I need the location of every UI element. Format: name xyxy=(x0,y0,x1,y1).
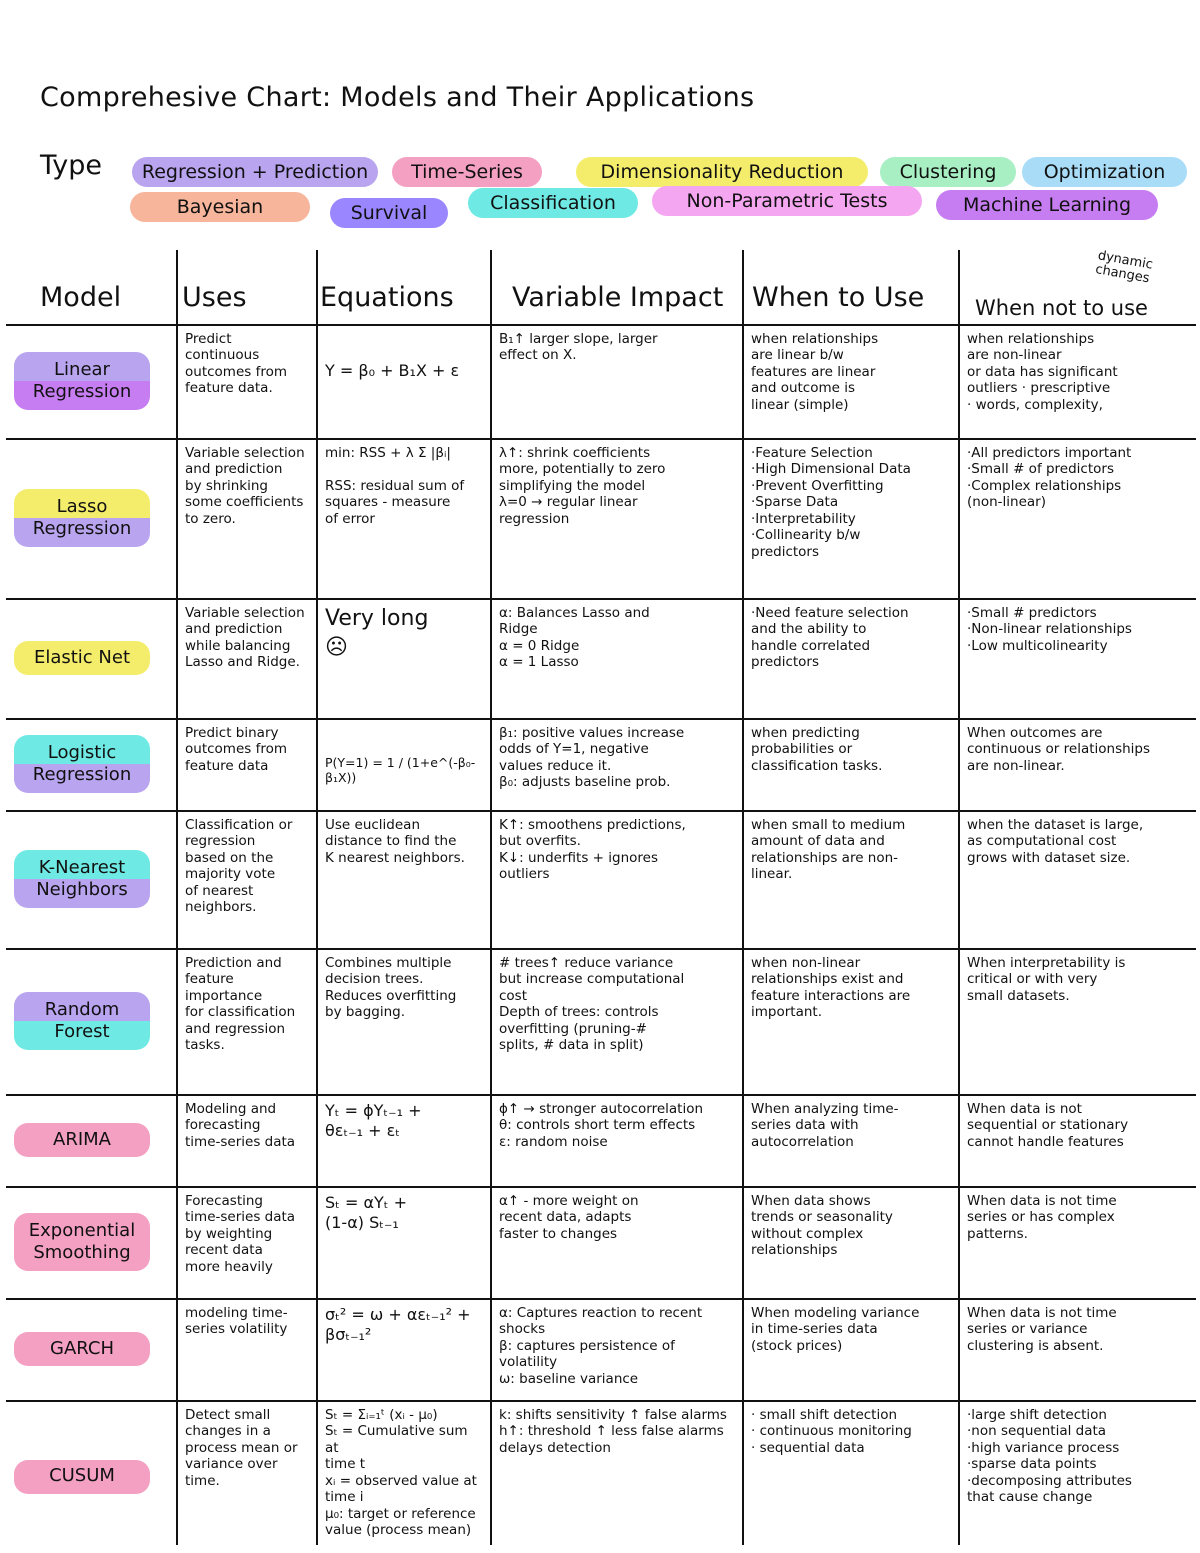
model-name-line: Random xyxy=(44,998,120,1020)
model-name-tag xyxy=(14,1332,150,1366)
cell-line: Y = β₀ + B₁X + ε xyxy=(325,361,460,380)
model-name-tag xyxy=(14,850,150,908)
cell-line: ε: random noise xyxy=(499,1133,608,1150)
cell-line: Reduces overfitting xyxy=(325,987,457,1004)
cell-line: more heavily xyxy=(185,1258,273,1275)
model-name-line: Forest xyxy=(54,1021,110,1042)
cell-line: Yₜ = ϕYₜ₋₁ + xyxy=(325,1101,422,1120)
cell-line: Forecasting xyxy=(185,1193,264,1209)
cell-line: Predict binary xyxy=(185,725,279,741)
row-divider xyxy=(6,948,1196,950)
cell-when-not-to-use xyxy=(961,601,1198,716)
cell-line: critical or with very xyxy=(967,971,1098,988)
cell-line: α: Balances Lasso and xyxy=(499,605,650,621)
cell-when-not-to-use xyxy=(961,1403,1198,1551)
row-divider xyxy=(6,1186,1196,1188)
cell-line: time-series data xyxy=(185,1209,296,1226)
cell-line: are non-linear xyxy=(967,347,1062,364)
cell-line: and the ability to xyxy=(751,621,867,638)
cell-line: Very long xyxy=(325,606,429,631)
header-when-to-use: When to Use xyxy=(752,282,925,313)
cell-line: effect on X. xyxy=(499,347,577,364)
cell-variable-impact xyxy=(493,441,740,596)
cell-line: but overfits. xyxy=(499,833,581,850)
column-divider xyxy=(176,250,178,1545)
cell-line: outcomes from xyxy=(185,741,287,758)
cell-uses xyxy=(179,951,314,1092)
legend-non-parametric-tests: Non-Parametric Tests xyxy=(652,186,922,216)
header-equations: Equations xyxy=(320,282,454,313)
cell-line: When data is not time xyxy=(967,1193,1117,1209)
row-divider xyxy=(6,718,1196,720)
cell-line: recent data xyxy=(185,1242,263,1259)
cell-line: θεₜ₋₁ + εₜ xyxy=(325,1120,400,1140)
cell-line: majority vote xyxy=(185,866,276,883)
cell-line: value (process mean) xyxy=(325,1522,472,1539)
cell-line: outcomes from xyxy=(185,363,287,380)
cell-line: ·Small # predictors xyxy=(967,605,1097,621)
cell-line: squares - measure xyxy=(325,494,451,511)
cell-line: important. xyxy=(751,1004,822,1021)
cell-when-to-use xyxy=(745,813,956,946)
cell-uses xyxy=(179,1403,314,1551)
cell-line: ϕ↑ → stronger autocorrelation xyxy=(499,1101,704,1117)
cell-line: · words, complexity, xyxy=(967,396,1103,413)
model-name-line: GARCH xyxy=(50,1337,114,1359)
cell-line: ·All predictors important xyxy=(967,445,1132,461)
model-name-tag xyxy=(14,352,150,410)
cell-line: feature data. xyxy=(185,380,273,397)
cell-line: h↑: threshold ↑ less false alarms xyxy=(499,1423,724,1440)
cell-line: · continuous monitoring xyxy=(751,1423,912,1440)
cell-line xyxy=(325,461,482,477)
row-divider xyxy=(6,598,1196,600)
cell-line: α = 1 Lasso xyxy=(499,654,579,671)
legend-optimization: Optimization xyxy=(1022,157,1187,187)
cell-line: modeling time- xyxy=(185,1305,288,1321)
cell-line: overfitting (pruning-# xyxy=(499,1020,647,1037)
cell-uses xyxy=(179,1097,314,1184)
header-variable-impact: Variable Impact xyxy=(512,282,724,313)
cell-line: Predict xyxy=(185,331,232,347)
cell-line: · small shift detection xyxy=(751,1407,898,1423)
header-model: Model xyxy=(40,282,122,313)
cell-line: more, potentially to zero xyxy=(499,461,666,478)
cell-when-to-use xyxy=(745,951,956,1092)
cell-line: xᵢ = observed value at xyxy=(325,1472,477,1489)
cell-line: ·high variance process xyxy=(967,1439,1120,1456)
cell-line: ·Low multicolinearity xyxy=(967,637,1108,654)
cell-when-not-to-use xyxy=(961,1189,1198,1296)
model-name-line: Smoothing xyxy=(33,1242,131,1263)
cell-line: feature interactions are xyxy=(751,987,911,1004)
cell-line: K nearest neighbors. xyxy=(325,849,465,866)
cell-line: (1-α) Sₜ₋₁ xyxy=(325,1212,399,1232)
cell-variable-impact xyxy=(493,1097,740,1184)
column-divider xyxy=(958,250,960,1545)
cell-line: process mean or xyxy=(185,1439,298,1456)
cell-when-to-use xyxy=(745,721,956,808)
cell-line: when non-linear xyxy=(751,955,861,971)
cell-line: ·Small # of predictors xyxy=(967,461,1114,478)
cell-line: ☹ xyxy=(325,634,348,660)
legend-clustering: Clustering xyxy=(880,157,1016,187)
legend-survival: Survival xyxy=(330,198,448,228)
cell-line: relationships exist and xyxy=(751,971,904,988)
header-note: dynamic changes xyxy=(1094,248,1154,287)
cell-line: clustering is absent. xyxy=(967,1337,1104,1354)
cell-line: (non-linear) xyxy=(967,494,1046,511)
cell-line: grows with dataset size. xyxy=(967,849,1131,866)
cell-line: · sequential data xyxy=(751,1439,865,1456)
cell-line: features are linear xyxy=(751,363,876,380)
cell-line: shocks xyxy=(499,1321,546,1338)
model-name-line: Logistic xyxy=(47,741,117,763)
cell-when-not-to-use xyxy=(961,813,1198,946)
cell-line: trends or seasonality xyxy=(751,1209,893,1226)
cell-equations xyxy=(319,327,488,436)
cell-line: When interpretability is xyxy=(967,955,1126,971)
cell-line: time i xyxy=(325,1489,364,1506)
model-name-tag xyxy=(14,1460,150,1494)
cell-line: that cause change xyxy=(967,1489,1093,1506)
cell-line: and prediction xyxy=(185,461,283,478)
cell-line: K↑: smoothens predictions, xyxy=(499,817,686,833)
cell-line: Detect small xyxy=(185,1407,271,1423)
cell-line: tasks. xyxy=(185,1037,225,1054)
cell-line: regression xyxy=(499,510,570,527)
cell-equations xyxy=(319,1403,488,1551)
cell-line: and regression xyxy=(185,1020,286,1037)
model-name-tag xyxy=(14,1123,150,1157)
cell-line: When modeling variance xyxy=(751,1305,920,1321)
cell-variable-impact xyxy=(493,951,740,1092)
legend-machine-learning: Machine Learning xyxy=(936,190,1158,220)
cell-line: ·large shift detection xyxy=(967,1407,1107,1423)
cell-when-to-use xyxy=(745,1403,956,1551)
model-name-line: K-Nearest xyxy=(38,856,126,878)
cell-line: ω: baseline variance xyxy=(499,1370,639,1387)
cell-line: simplifying the model xyxy=(499,477,646,494)
cell-equations xyxy=(319,1301,488,1398)
model-name-tag xyxy=(14,489,150,547)
cell-equations xyxy=(319,601,488,716)
cell-line: series or has complex xyxy=(967,1209,1115,1226)
cell-line: by shrinking xyxy=(185,477,268,494)
cell-when-to-use xyxy=(745,1301,956,1398)
cell-line: patterns. xyxy=(967,1225,1028,1242)
cell-when-to-use xyxy=(745,441,956,596)
cell-line: β₁: positive values increase xyxy=(499,725,685,741)
cell-line: ·Collinearity b/w xyxy=(751,527,861,544)
model-name-line: Linear xyxy=(54,358,110,380)
cell-line: recent data, adapts xyxy=(499,1209,632,1226)
cell-variable-impact xyxy=(493,1403,740,1551)
cell-line: Variable selection xyxy=(185,445,305,461)
cell-line: ·Non-linear relationships xyxy=(967,621,1132,638)
cell-when-to-use xyxy=(745,327,956,436)
cell-line: Combines multiple xyxy=(325,955,452,971)
model-name-tag xyxy=(14,1213,150,1271)
cell-line: sequential or stationary xyxy=(967,1117,1129,1134)
cell-line: ·Sparse Data xyxy=(751,494,839,511)
cell-line: βσₜ₋₁² xyxy=(325,1324,372,1344)
cell-uses xyxy=(179,813,314,946)
cell-line: when predicting xyxy=(751,725,860,741)
legend-dimensionality-reduction: Dimensionality Reduction xyxy=(576,157,868,187)
cell-variable-impact xyxy=(493,721,740,808)
cell-line: time t xyxy=(325,1456,366,1473)
column-divider xyxy=(490,250,492,1545)
cell-line: autocorrelation xyxy=(751,1133,854,1150)
cell-line: predictors xyxy=(751,543,820,560)
page-title: Comprehesive Chart: Models and Their Applications xyxy=(40,82,755,113)
cell-equations xyxy=(319,721,488,808)
cell-line: by bagging. xyxy=(325,1004,405,1021)
row-divider xyxy=(6,438,1196,440)
cell-when-not-to-use xyxy=(961,1097,1198,1184)
cell-line: K↓: underfits + ignores xyxy=(499,849,658,866)
cell-line: outliers · prescriptive xyxy=(967,380,1111,397)
row-divider xyxy=(6,1094,1196,1096)
cell-uses xyxy=(179,441,314,596)
header-uses: Uses xyxy=(182,282,247,313)
cell-line: handle correlated xyxy=(751,637,871,654)
cell-line: P(Y=1) = 1 / (1+e^(-β₀-β₁X)) xyxy=(325,755,476,786)
cell-line: β: captures persistence of xyxy=(499,1337,675,1354)
cell-line: ·Need feature selection xyxy=(751,605,909,621)
cell-line: when small to medium xyxy=(751,817,906,833)
row-divider xyxy=(6,1400,1196,1402)
cell-line: Sₜ = Cumulative sum at xyxy=(325,1423,468,1456)
cell-line: When analyzing time- xyxy=(751,1101,899,1117)
cell-line: B₁↑ larger slope, larger xyxy=(499,331,658,347)
cell-line: Prediction and xyxy=(185,955,282,971)
cell-equations xyxy=(319,813,488,946)
cell-line: θ: controls short term effects xyxy=(499,1117,696,1134)
cell-line: when relationships xyxy=(967,331,1095,347)
cell-line: When outcomes are xyxy=(967,725,1103,741)
cell-line: some coefficients xyxy=(185,494,304,511)
cell-line: or data has significant xyxy=(967,363,1118,380)
cell-line: continuous or relationships xyxy=(967,741,1151,758)
cell-line: β₀: adjusts baseline prob. xyxy=(499,774,671,791)
cell-line: but increase computational xyxy=(499,971,685,988)
cell-uses xyxy=(179,721,314,808)
model-name-line: Exponential xyxy=(28,1219,136,1241)
cell-line: of nearest xyxy=(185,882,254,899)
cell-line: neighbors. xyxy=(185,899,257,916)
cell-line: Use euclidean xyxy=(325,817,421,833)
cell-line: ·non sequential data xyxy=(967,1423,1107,1440)
cell-line: variance over xyxy=(185,1456,278,1473)
legend-bayesian: Bayesian xyxy=(130,192,310,222)
cell-equations xyxy=(319,441,488,596)
cell-line: cannot handle features xyxy=(967,1133,1124,1150)
cell-line: μ₀: target or reference xyxy=(325,1505,476,1522)
cell-line: λ=0 → regular linear xyxy=(499,494,638,511)
cell-when-not-to-use xyxy=(961,327,1198,436)
cell-line: k: shifts sensitivity ↑ false alarms xyxy=(499,1407,727,1423)
cell-line: ·Complex relationships xyxy=(967,477,1122,494)
cell-line: outliers xyxy=(499,866,550,883)
cell-line: time. xyxy=(185,1472,220,1489)
model-name-line: Regression xyxy=(32,518,132,539)
model-name-line: Elastic Net xyxy=(33,646,131,668)
model-name-line: Lasso xyxy=(56,495,108,517)
cell-line: classification tasks. xyxy=(751,757,883,774)
legend-classification: Classification xyxy=(468,188,638,218)
cell-line: and prediction xyxy=(185,621,283,638)
cell-line: predictors xyxy=(751,654,820,671)
cell-line: odds of Y=1, negative xyxy=(499,741,649,758)
header-when-not-to-use: When not to use xyxy=(975,296,1148,320)
cell-line: without complex xyxy=(751,1225,864,1242)
cell-line: ·decomposing attributes xyxy=(967,1472,1132,1489)
cell-uses xyxy=(179,327,314,436)
cell-uses xyxy=(179,601,314,716)
cell-line: volatility xyxy=(499,1354,558,1371)
cell-uses xyxy=(179,1301,314,1398)
model-name-tag xyxy=(14,735,150,793)
cell-line: and outcome is xyxy=(751,380,856,397)
cell-line: Modeling and xyxy=(185,1101,277,1117)
cell-line: while balancing xyxy=(185,637,291,654)
cell-line: α↑ - more weight on xyxy=(499,1193,639,1209)
cell-line: when the dataset is large, xyxy=(967,817,1144,833)
cell-line: values reduce it. xyxy=(499,757,612,774)
cell-line: distance to find the xyxy=(325,833,457,850)
cell-line: RSS: residual sum of xyxy=(325,477,465,494)
cell-equations xyxy=(319,1097,488,1184)
cell-line: feature importance xyxy=(185,971,263,1004)
cell-line: in time-series data xyxy=(751,1321,878,1338)
column-divider xyxy=(742,250,744,1545)
cell-when-not-to-use xyxy=(961,441,1198,596)
cell-line: Sₜ = Σᵢ₌₁ᵗ (xᵢ - μ₀) xyxy=(325,1407,438,1423)
cell-line: When data is not xyxy=(967,1101,1082,1117)
cell-line: by weighting xyxy=(185,1225,273,1242)
model-name-tag xyxy=(14,641,150,675)
cell-line: Lasso and Ridge. xyxy=(185,654,300,671)
cell-line: # trees↑ reduce variance xyxy=(499,955,674,971)
cell-when-not-to-use xyxy=(961,721,1198,808)
cell-variable-impact xyxy=(493,1301,740,1398)
cell-when-not-to-use xyxy=(961,951,1198,1092)
cell-equations xyxy=(319,951,488,1092)
cell-line: Variable selection xyxy=(185,605,305,621)
cell-variable-impact xyxy=(493,601,740,716)
model-name-tag xyxy=(14,992,150,1050)
cell-line: linear. xyxy=(751,866,793,883)
cell-line: regression xyxy=(185,833,256,850)
cell-line: are non-linear. xyxy=(967,757,1065,774)
cell-line: continuous xyxy=(185,347,260,364)
model-name-line: ARIMA xyxy=(53,1128,111,1150)
cell-line: based on the xyxy=(185,849,274,866)
cell-line: probabilities or xyxy=(751,741,853,758)
cell-line: relationships are non- xyxy=(751,849,899,866)
cell-line: small datasets. xyxy=(967,987,1070,1004)
cell-line: time-series data xyxy=(185,1133,296,1150)
cell-line: series volatility xyxy=(185,1321,288,1338)
cell-line: series or variance xyxy=(967,1321,1088,1338)
cell-line: When data is not time xyxy=(967,1305,1117,1321)
cell-line: Depth of trees: controls xyxy=(499,1004,659,1021)
cell-line: linear (simple) xyxy=(751,396,849,413)
cell-line: amount of data and xyxy=(751,833,885,850)
cell-line: delays detection xyxy=(499,1439,611,1456)
cell-line: feature data xyxy=(185,757,269,774)
model-name-line: CUSUM xyxy=(49,1465,115,1487)
cell-line: to zero. xyxy=(185,510,236,527)
cell-line: are linear b/w xyxy=(751,347,844,364)
cell-line: Sₜ = αYₜ + xyxy=(325,1193,407,1212)
cell-line: min: RSS + λ Σ |βᵢ| xyxy=(325,445,451,461)
cell-line: when relationships xyxy=(751,331,879,347)
cell-uses xyxy=(179,1189,314,1296)
cell-line: decision trees. xyxy=(325,971,424,988)
cell-line: changes in a xyxy=(185,1423,271,1440)
cell-line: Classification or xyxy=(185,817,293,833)
cell-when-to-use xyxy=(745,1189,956,1296)
legend-regression-prediction: Regression + Prediction xyxy=(132,157,378,187)
cell-line: ·High Dimensional Data xyxy=(751,461,911,478)
cell-line: ·sparse data points xyxy=(967,1456,1097,1473)
cell-line: of error xyxy=(325,510,375,527)
cell-line: ·Prevent Overfitting xyxy=(751,477,884,494)
cell-line: Ridge xyxy=(499,621,538,638)
cell-line: λ↑: shrink coefficients xyxy=(499,445,651,461)
cell-line: forecasting xyxy=(185,1117,261,1134)
cell-line: cost xyxy=(499,987,528,1004)
row-divider xyxy=(6,324,1196,326)
cell-line: series data with xyxy=(751,1117,859,1134)
cell-variable-impact xyxy=(493,1189,740,1296)
cell-line: ·Feature Selection xyxy=(751,445,873,461)
row-divider xyxy=(6,810,1196,812)
type-label: Type xyxy=(40,150,103,181)
legend-time-series: Time-Series xyxy=(392,157,542,187)
cell-line: σₜ² = ω + αεₜ₋₁² + xyxy=(325,1305,471,1324)
model-name-line: Neighbors xyxy=(36,879,128,900)
cell-equations xyxy=(319,1189,488,1296)
column-divider xyxy=(316,250,318,1545)
cell-line: splits, # data in split) xyxy=(499,1037,644,1054)
cell-line: ·Interpretability xyxy=(751,510,856,527)
cell-line: α = 0 Ridge xyxy=(499,637,580,654)
cell-line: for classification xyxy=(185,1004,296,1021)
cell-line: faster to changes xyxy=(499,1225,618,1242)
cell-line: relationships xyxy=(751,1242,838,1259)
cell-when-not-to-use xyxy=(961,1301,1198,1398)
model-name-line: Regression xyxy=(32,764,132,785)
cell-line: α: Captures reaction to recent xyxy=(499,1305,703,1321)
cell-line: When data shows xyxy=(751,1193,871,1209)
cell-line: as computational cost xyxy=(967,833,1117,850)
cell-when-to-use xyxy=(745,1097,956,1184)
row-divider xyxy=(6,1298,1196,1300)
model-name-line: Regression xyxy=(32,381,132,402)
cell-when-to-use xyxy=(745,601,956,716)
cell-variable-impact xyxy=(493,327,740,436)
cell-line: (stock prices) xyxy=(751,1337,843,1354)
cell-variable-impact xyxy=(493,813,740,946)
